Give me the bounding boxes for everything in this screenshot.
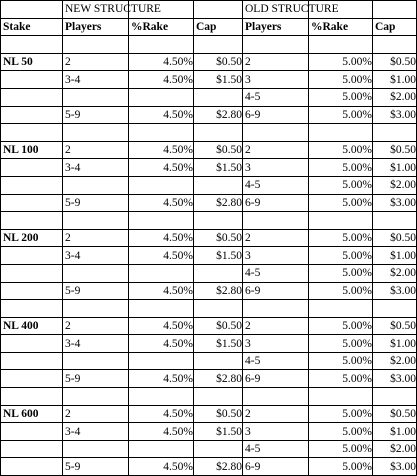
spacer-row <box>1 124 417 142</box>
empty-cell <box>1 71 63 89</box>
new-rake-cell: 4.50% <box>129 335 194 353</box>
new-rake-cell: 4.50% <box>129 53 194 71</box>
stake-label: NL 600 <box>1 405 63 423</box>
table-row <box>1 352 417 370</box>
old-players-cell: 2 <box>243 141 309 159</box>
new-cap-cell: $0.50 <box>194 229 243 247</box>
old-rake-cell: 5.00% <box>309 282 373 300</box>
old-players-header: Players <box>243 18 309 36</box>
empty-cell <box>129 212 194 230</box>
new-cap-cell <box>194 176 243 194</box>
empty-cell <box>1 440 63 458</box>
old-cap-cell: $1.00 <box>373 159 417 177</box>
new-rake-cell: 4.50% <box>129 370 194 388</box>
old-structure-header: OLD STRUCTURE <box>243 1 309 19</box>
table-row <box>1 405 417 423</box>
old-cap-cell: $1.00 <box>373 335 417 353</box>
empty-cell <box>194 1 243 19</box>
old-rake-cell: 5.00% <box>309 71 373 89</box>
table-row <box>1 88 417 106</box>
empty-cell <box>1 247 63 265</box>
empty-cell <box>373 1 417 19</box>
old-players-cell: 3 <box>243 71 309 89</box>
new-cap-cell: $1.50 <box>194 335 243 353</box>
empty-cell <box>129 388 194 406</box>
table-row <box>1 440 417 458</box>
old-cap-cell: $0.50 <box>373 53 417 71</box>
table-row <box>1 194 417 212</box>
empty-cell <box>1 282 63 300</box>
stake-label: NL 400 <box>1 317 63 335</box>
old-cap-cell: $1.00 <box>373 71 417 89</box>
new-rake-cell: 4.50% <box>129 141 194 159</box>
new-players-cell: 5-9 <box>63 106 129 124</box>
old-players-cell: 3 <box>243 335 309 353</box>
new-cap-cell: $2.80 <box>194 194 243 212</box>
new-players-cell: 2 <box>63 141 129 159</box>
new-cap-cell: $1.50 <box>194 247 243 265</box>
old-rake-cell: 5.00% <box>309 53 373 71</box>
new-cap-cell: $2.80 <box>194 282 243 300</box>
new-players-cell: 2 <box>63 53 129 71</box>
spacer-row <box>1 388 417 406</box>
old-players-cell: 4-5 <box>243 440 309 458</box>
new-rake-cell: 4.50% <box>129 247 194 265</box>
table-row <box>1 370 417 388</box>
table-row <box>1 458 417 476</box>
old-rake-cell: 5.00% <box>309 458 373 476</box>
old-rake-cell: 5.00% <box>309 141 373 159</box>
table-row <box>1 229 417 247</box>
old-players-cell: 3 <box>243 423 309 441</box>
new-cap-cell: $0.50 <box>194 141 243 159</box>
new-rake-cell: 4.50% <box>129 282 194 300</box>
old-cap-cell: $0.50 <box>373 405 417 423</box>
new-cap-cell <box>194 88 243 106</box>
new-players-cell <box>63 352 129 370</box>
group-header-row <box>1 1 417 19</box>
new-players-cell: 2 <box>63 405 129 423</box>
new-cap-cell <box>194 352 243 370</box>
empty-cell <box>373 388 417 406</box>
table-row <box>1 335 417 353</box>
empty-cell <box>63 124 129 142</box>
empty-cell <box>129 124 194 142</box>
empty-cell <box>1 159 63 177</box>
stake-column-header: Stake <box>1 18 63 36</box>
new-players-cell: 2 <box>63 229 129 247</box>
new-cap-header: Cap <box>194 18 243 36</box>
old-rake-cell: 5.00% <box>309 159 373 177</box>
old-players-cell: 2 <box>243 53 309 71</box>
old-cap-cell: $2.00 <box>373 264 417 282</box>
new-players-cell: 3-4 <box>63 423 129 441</box>
old-cap-cell: $3.00 <box>373 194 417 212</box>
old-cap-cell: $3.00 <box>373 106 417 124</box>
empty-cell <box>309 388 373 406</box>
empty-cell <box>1 423 63 441</box>
new-cap-cell: $2.80 <box>194 458 243 476</box>
new-rake-cell: 4.50% <box>129 194 194 212</box>
new-rake-cell <box>129 88 194 106</box>
empty-cell <box>1 212 63 230</box>
empty-cell <box>1 335 63 353</box>
new-cap-cell <box>194 440 243 458</box>
new-players-cell: 3-4 <box>63 159 129 177</box>
new-players-cell <box>63 176 129 194</box>
old-players-cell: 6-9 <box>243 106 309 124</box>
table-row <box>1 71 417 89</box>
empty-cell <box>243 36 309 54</box>
new-rake-cell <box>129 264 194 282</box>
new-players-cell <box>63 88 129 106</box>
old-rake-cell: 5.00% <box>309 335 373 353</box>
empty-cell <box>309 300 373 318</box>
new-cap-cell <box>194 264 243 282</box>
new-players-cell: 5-9 <box>63 282 129 300</box>
column-header-row <box>1 18 417 36</box>
spacer-row <box>1 300 417 318</box>
old-rake-cell: 5.00% <box>309 176 373 194</box>
empty-cell <box>373 124 417 142</box>
table-row <box>1 141 417 159</box>
new-cap-cell: $0.50 <box>194 53 243 71</box>
old-players-cell: 6-9 <box>243 370 309 388</box>
table-row <box>1 423 417 441</box>
new-players-header: Players <box>63 18 129 36</box>
table-row <box>1 247 417 265</box>
new-rake-cell: 4.50% <box>129 71 194 89</box>
old-cap-cell: $2.00 <box>373 88 417 106</box>
old-players-cell: 2 <box>243 405 309 423</box>
new-cap-cell: $2.80 <box>194 370 243 388</box>
old-rake-cell: 5.00% <box>309 229 373 247</box>
old-cap-cell: $0.50 <box>373 141 417 159</box>
empty-cell <box>129 36 194 54</box>
empty-cell <box>1 352 63 370</box>
empty-cell <box>1 124 63 142</box>
empty-cell <box>129 300 194 318</box>
empty-cell <box>1 106 63 124</box>
new-rake-header: %Rake <box>129 18 194 36</box>
old-players-cell: 6-9 <box>243 194 309 212</box>
new-rake-cell: 4.50% <box>129 458 194 476</box>
new-rake-cell: 4.50% <box>129 317 194 335</box>
new-rake-cell: 4.50% <box>129 423 194 441</box>
new-rake-cell: 4.50% <box>129 106 194 124</box>
empty-cell <box>194 212 243 230</box>
empty-cell <box>63 300 129 318</box>
empty-cell <box>1 194 63 212</box>
empty-cell <box>194 388 243 406</box>
empty-cell <box>243 212 309 230</box>
empty-cell <box>194 300 243 318</box>
empty-cell <box>1 388 63 406</box>
old-rake-cell: 5.00% <box>309 440 373 458</box>
new-players-cell: 5-9 <box>63 194 129 212</box>
table-row <box>1 159 417 177</box>
empty-cell <box>243 388 309 406</box>
old-cap-cell: $0.50 <box>373 317 417 335</box>
empty-cell <box>1 1 63 19</box>
old-players-cell: 4-5 <box>243 264 309 282</box>
new-rake-cell <box>129 440 194 458</box>
empty-cell <box>309 36 373 54</box>
old-cap-cell: $1.00 <box>373 247 417 265</box>
new-players-cell: 5-9 <box>63 370 129 388</box>
table-row <box>1 106 417 124</box>
empty-cell <box>243 300 309 318</box>
empty-cell <box>63 36 129 54</box>
old-rake-cell: 5.00% <box>309 317 373 335</box>
empty-cell <box>373 300 417 318</box>
rake-table-body <box>1 1 417 476</box>
old-players-cell: 3 <box>243 159 309 177</box>
old-rake-header: %Rake <box>309 18 373 36</box>
new-players-cell: 2 <box>63 317 129 335</box>
old-rake-cell: 5.00% <box>309 405 373 423</box>
empty-cell <box>243 124 309 142</box>
empty-cell <box>63 388 129 406</box>
new-rake-cell <box>129 352 194 370</box>
old-players-cell: 2 <box>243 229 309 247</box>
old-cap-cell: $0.50 <box>373 229 417 247</box>
stake-label: NL 100 <box>1 141 63 159</box>
old-players-cell: 6-9 <box>243 458 309 476</box>
new-players-cell: 3-4 <box>63 247 129 265</box>
old-cap-cell: $1.00 <box>373 423 417 441</box>
old-players-cell: 3 <box>243 247 309 265</box>
empty-cell <box>1 264 63 282</box>
old-cap-cell: $3.00 <box>373 282 417 300</box>
new-cap-cell: $0.50 <box>194 405 243 423</box>
empty-cell <box>373 36 417 54</box>
old-rake-cell: 5.00% <box>309 352 373 370</box>
old-cap-cell: $2.00 <box>373 176 417 194</box>
old-players-cell: 2 <box>243 317 309 335</box>
new-rake-cell: 4.50% <box>129 405 194 423</box>
new-players-cell <box>63 264 129 282</box>
empty-cell <box>373 212 417 230</box>
new-structure-header: NEW STRUCTURE <box>63 1 129 19</box>
empty-cell <box>63 212 129 230</box>
empty-cell <box>1 370 63 388</box>
new-cap-cell: $1.50 <box>194 71 243 89</box>
table-row <box>1 176 417 194</box>
old-cap-cell: $3.00 <box>373 458 417 476</box>
old-rake-cell: 5.00% <box>309 423 373 441</box>
new-players-cell: 3-4 <box>63 71 129 89</box>
old-rake-cell: 5.00% <box>309 106 373 124</box>
new-players-cell: 3-4 <box>63 335 129 353</box>
table-row <box>1 264 417 282</box>
old-rake-cell: 5.00% <box>309 247 373 265</box>
table-row <box>1 282 417 300</box>
old-cap-cell: $2.00 <box>373 440 417 458</box>
old-players-cell: 4-5 <box>243 176 309 194</box>
empty-cell <box>1 36 63 54</box>
stake-label: NL 200 <box>1 229 63 247</box>
old-cap-cell: $3.00 <box>373 370 417 388</box>
spacer-row <box>1 36 417 54</box>
table-row <box>1 317 417 335</box>
new-rake-cell <box>129 176 194 194</box>
old-rake-cell: 5.00% <box>309 88 373 106</box>
new-rake-cell: 4.50% <box>129 229 194 247</box>
new-cap-cell: $2.80 <box>194 106 243 124</box>
old-players-cell: 4-5 <box>243 352 309 370</box>
new-cap-cell: $1.50 <box>194 423 243 441</box>
old-rake-cell: 5.00% <box>309 264 373 282</box>
empty-cell <box>1 176 63 194</box>
empty-cell <box>1 458 63 476</box>
new-players-cell <box>63 440 129 458</box>
new-players-cell: 5-9 <box>63 458 129 476</box>
empty-cell <box>1 88 63 106</box>
old-players-cell: 4-5 <box>243 88 309 106</box>
new-rake-cell: 4.50% <box>129 159 194 177</box>
stake-label: NL 50 <box>1 53 63 71</box>
empty-cell <box>309 124 373 142</box>
new-cap-cell: $1.50 <box>194 159 243 177</box>
new-cap-cell: $0.50 <box>194 317 243 335</box>
empty-cell <box>1 300 63 318</box>
old-cap-cell: $2.00 <box>373 352 417 370</box>
empty-cell <box>194 124 243 142</box>
old-cap-header: Cap <box>373 18 417 36</box>
table-row <box>1 53 417 71</box>
empty-cell <box>309 212 373 230</box>
old-rake-cell: 5.00% <box>309 370 373 388</box>
empty-cell <box>194 36 243 54</box>
old-rake-cell: 5.00% <box>309 194 373 212</box>
spacer-row <box>1 212 417 230</box>
old-players-cell: 6-9 <box>243 282 309 300</box>
